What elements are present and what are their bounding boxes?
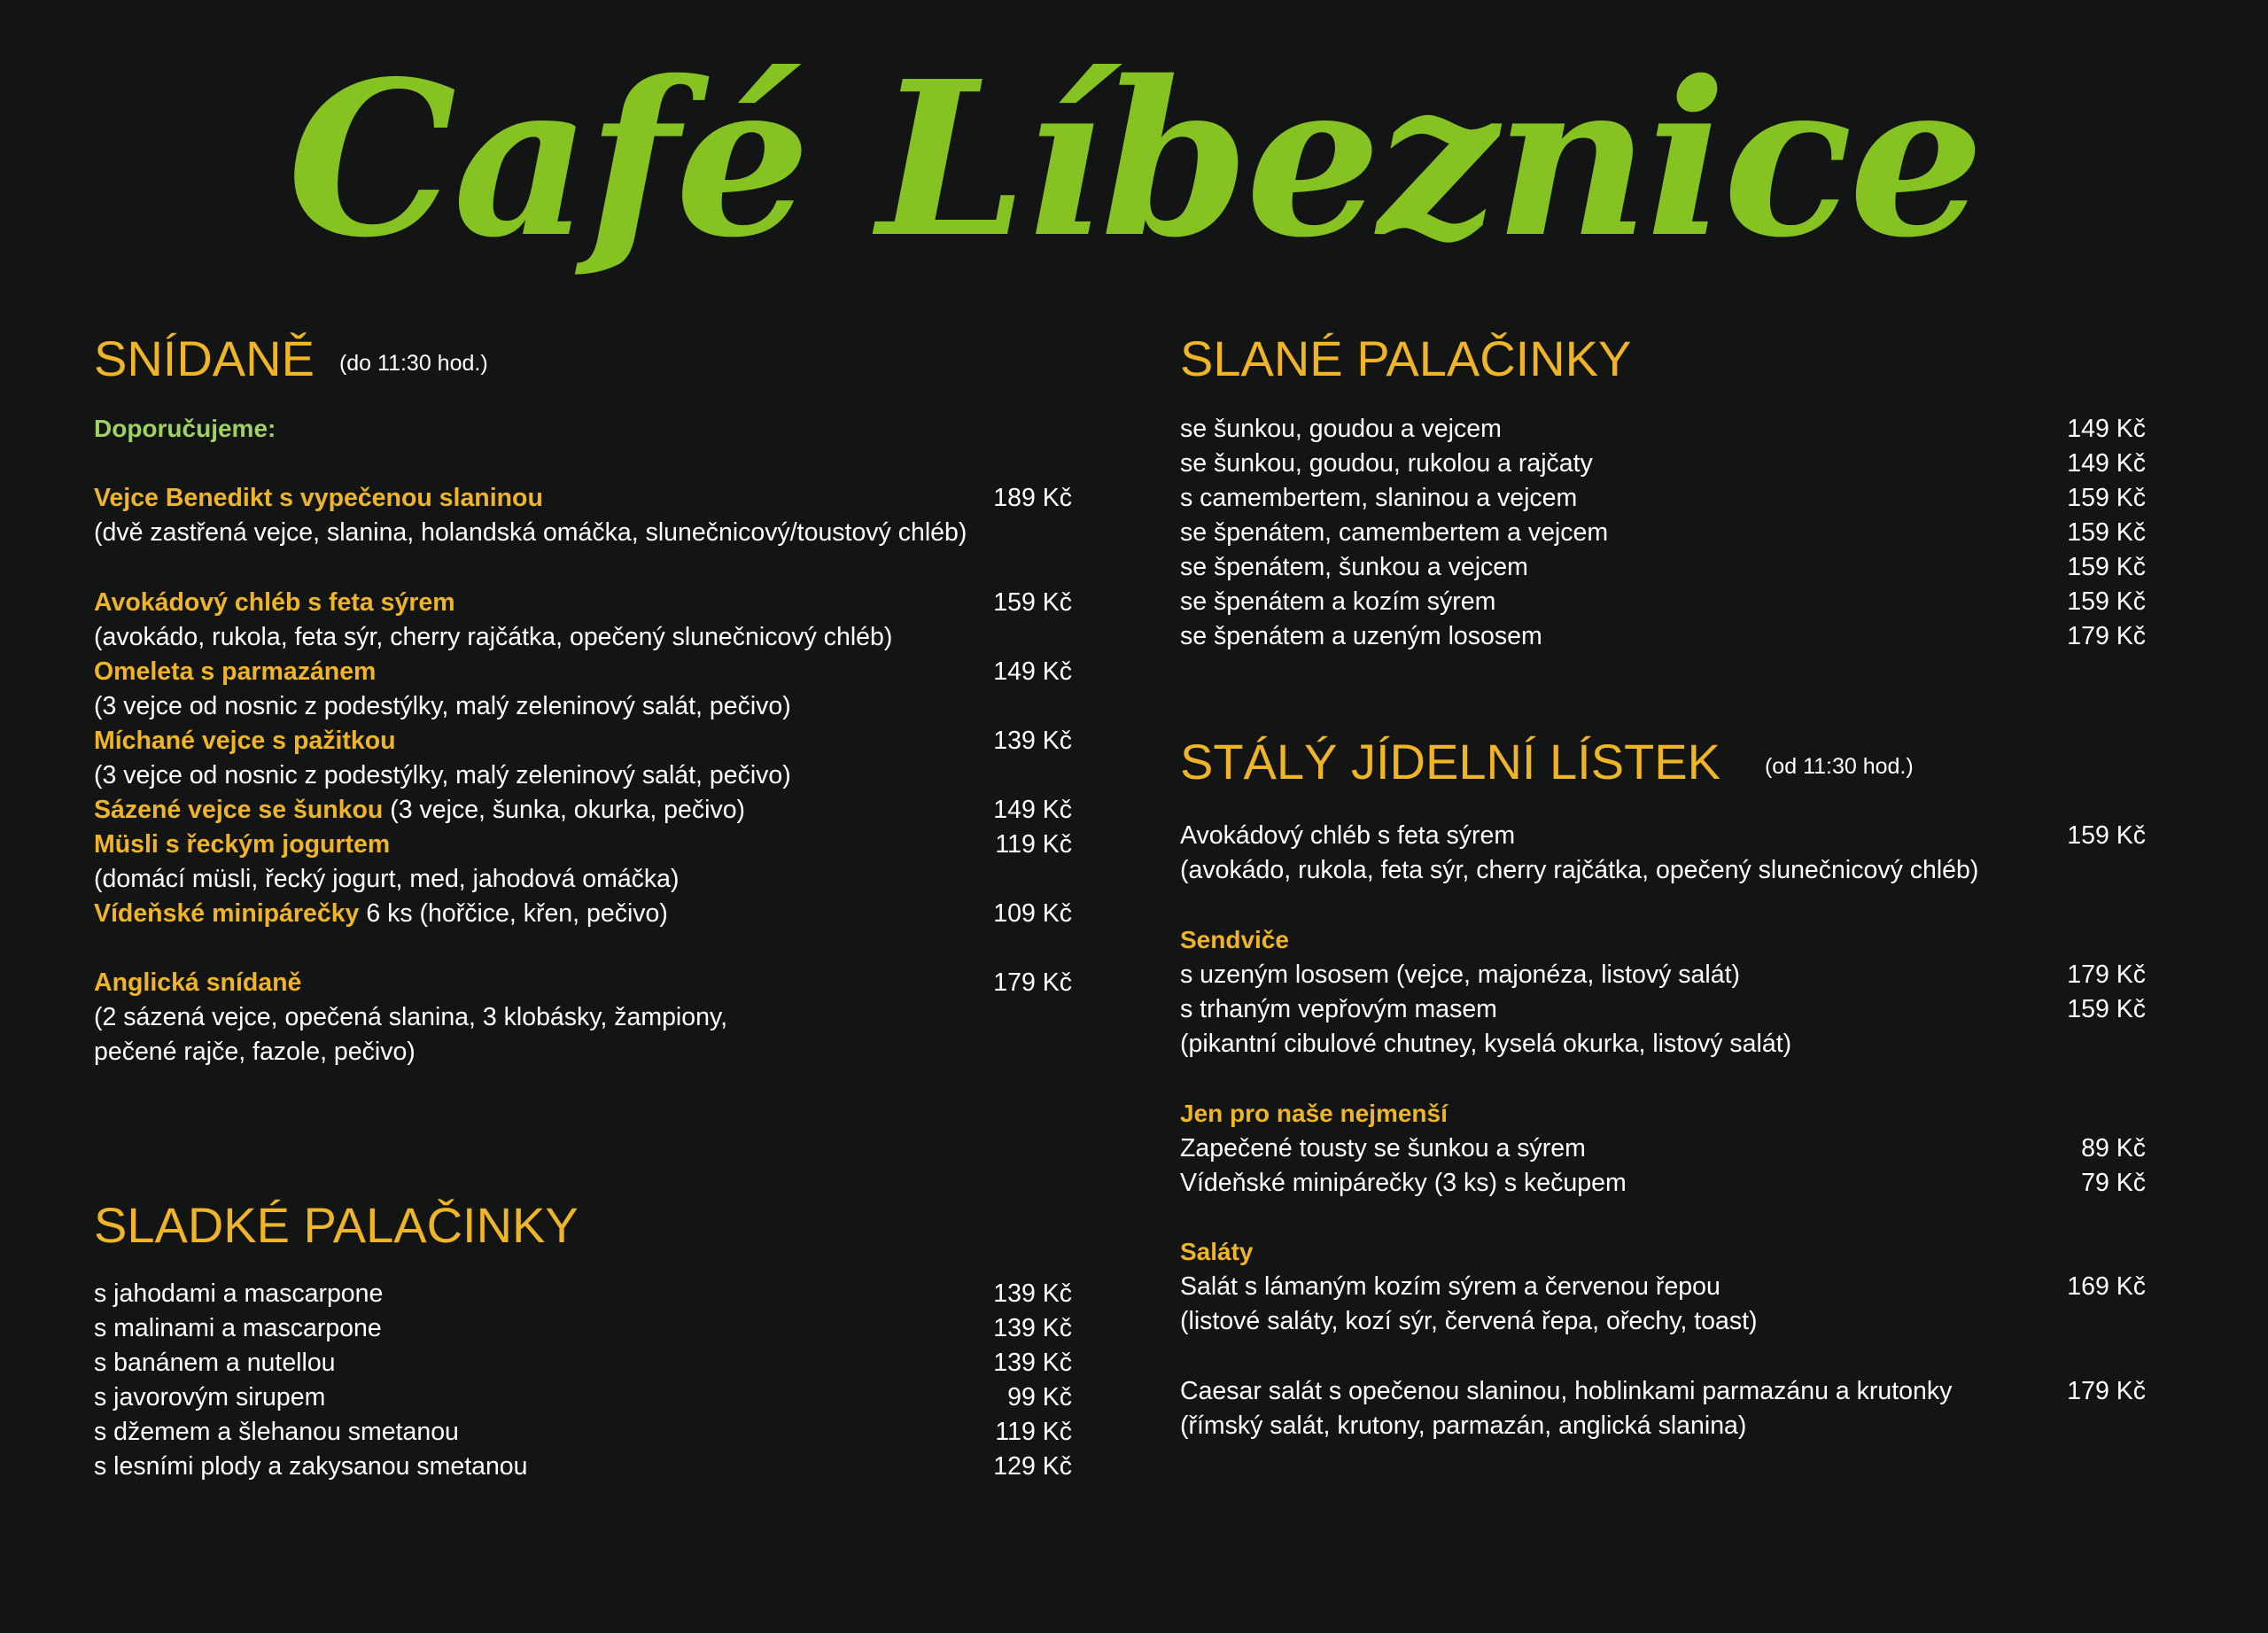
menu-item <box>1180 1374 2146 1409</box>
item-name: Omeleta s parmazánem <box>94 657 377 686</box>
item-name: Vídeňské minipárečky (3 ks) s kečupem <box>1180 1169 1627 1197</box>
section-time-note: (do 11:30 hod.) <box>338 351 488 376</box>
subsection-salaty: Saláty <box>1180 1238 1254 1265</box>
item-name: s jahodami a mascarpone <box>94 1279 384 1308</box>
section-time-note: (od 11:30 hod.) <box>1764 754 1914 779</box>
item-description: (avokádo, rukola, feta sýr, cherry rajčátka, opečený slunečnicový chléb) <box>94 623 893 651</box>
menu-item <box>1180 550 2146 585</box>
subsection-sendvice: Sendviče <box>1180 926 1289 953</box>
menu-item <box>1180 1131 2146 1166</box>
item-name: Zapečené tousty se šunkou a sýrem <box>1180 1134 1586 1163</box>
item-price: 189 Kč <box>993 484 1072 512</box>
menu-item <box>94 1380 1072 1415</box>
menu-item <box>1180 412 2146 447</box>
item-price: 139 Kč <box>993 1279 1072 1308</box>
item-description: (avokádo, rukola, feta sýr, cherry rajčátka, opečený slunečnicový chléb) <box>1180 856 1979 884</box>
item-name: se špenátem, šunkou a vejcem <box>1180 553 1528 581</box>
item-description: (3 vejce od nosnic z podestýlky, malý zeleninový salát, pečivo) <box>94 761 791 789</box>
section-title: SLADKÉ PALAČINKY <box>94 1197 579 1253</box>
menu-item <box>94 481 1072 516</box>
menu-item <box>1180 481 2146 516</box>
subsection-kids: Jen pro naše nejmenší <box>1180 1100 1448 1127</box>
item-price: 159 Kč <box>2067 518 2146 547</box>
section-snidane-heading <box>94 328 488 390</box>
item-name: Caesar salát s opečenou slaninou, hoblinkami parmazánu a krutonky <box>1180 1377 1953 1405</box>
item-name: Müsli s řeckým jogurtem <box>94 830 391 859</box>
item-name: Anglická snídaně <box>94 968 302 997</box>
item-name: se špenátem a kozím sýrem <box>1180 587 1496 616</box>
item-price: 159 Kč <box>2067 995 2146 1023</box>
item-name: Vídeňské minipárečky <box>94 899 360 928</box>
menu-item <box>94 586 1072 620</box>
menu-item <box>94 655 1072 689</box>
item-price: 89 Kč <box>2081 1134 2146 1163</box>
item-name: s lesními plody a zakysanou smetanou <box>94 1452 528 1481</box>
item-description: pečené rajče, fazole, pečivo) <box>94 1038 416 1066</box>
item-price: 179 Kč <box>993 968 1072 997</box>
item-price: 109 Kč <box>993 899 1072 928</box>
item-name: s banánem a nutellou <box>94 1349 336 1377</box>
item-price: 149 Kč <box>2067 449 2146 478</box>
menu-item <box>1180 992 2146 1027</box>
item-description: (domácí müsli, řecký jogurt, med, jahodová omáčka) <box>94 865 680 893</box>
cafe-logo: Café Líbeznice <box>287 35 1981 284</box>
item-name: se špenátem a uzeným lososem <box>1180 622 1542 650</box>
item-name: Avokádový chléb s feta sýrem <box>1180 821 1516 850</box>
item-name: se šunkou, goudou, rukolou a rajčaty <box>1180 449 1593 478</box>
menu-item <box>94 828 1072 862</box>
item-name: se špenátem, camembertem a vejcem <box>1180 518 1609 547</box>
item-price: 169 Kč <box>2067 1272 2146 1301</box>
item-name: s trhaným vepřovým masem <box>1180 995 1497 1023</box>
item-price: 139 Kč <box>993 1349 1072 1377</box>
section-title: STÁLÝ JÍDELNÍ LÍSTEK <box>1180 734 1720 789</box>
item-description: (dvě zastřená vejce, slanina, holandská omáčka, slunečnicový/toustový chléb) <box>94 518 967 547</box>
item-price: 139 Kč <box>993 727 1072 755</box>
menu-item <box>94 793 1072 828</box>
item-price: 139 Kč <box>993 1314 1072 1342</box>
menu-item <box>94 1346 1072 1380</box>
item-price: 149 Kč <box>993 796 1072 824</box>
section-slane-heading <box>1180 328 1631 390</box>
item-price: 149 Kč <box>2067 415 2146 443</box>
menu-item <box>94 1311 1072 1346</box>
item-name: s javorovým sirupem <box>94 1383 326 1411</box>
item-price: 159 Kč <box>993 588 1072 617</box>
item-name: Sázené vejce se šunkou <box>94 796 384 824</box>
item-price: 119 Kč <box>995 1418 1072 1446</box>
item-price: 159 Kč <box>2067 587 2146 616</box>
item-price: 119 Kč <box>995 830 1072 859</box>
item-price: 129 Kč <box>993 1452 1072 1481</box>
item-name: Salát s lámaným kozím sýrem a červenou řepou <box>1180 1272 1720 1301</box>
menu-item <box>94 897 1072 931</box>
recommend-label: Doporučujeme: <box>94 415 276 442</box>
item-price: 179 Kč <box>2067 1377 2146 1405</box>
item-name: se šunkou, goudou a vejcem <box>1180 415 1502 443</box>
item-name: Míchané vejce s pažitkou <box>94 727 396 755</box>
menu-item <box>1180 958 2146 992</box>
menu-item <box>1180 819 2146 853</box>
menu-item <box>1180 585 2146 619</box>
section-title: SNÍDANĚ <box>94 330 315 386</box>
item-price: 179 Kč <box>2067 960 2146 989</box>
menu-item <box>94 1277 1072 1311</box>
item-price: 159 Kč <box>2067 553 2146 581</box>
menu-item <box>1180 1166 2146 1201</box>
item-name: s malinami a mascarpone <box>94 1314 382 1342</box>
item-name: s džemem a šlehanou smetanou <box>94 1418 459 1446</box>
item-price: 149 Kč <box>993 657 1072 686</box>
menu-item <box>94 966 1072 1000</box>
menu-item <box>94 1415 1072 1450</box>
item-description: (3 vejce od nosnic z podestýlky, malý zeleninový salát, pečivo) <box>94 692 791 720</box>
item-extra: 6 ks (hořčice, křen, pečivo) <box>359 899 668 928</box>
item-description: (římský salát, krutony, parmazán, anglická slanina) <box>1180 1411 1747 1440</box>
menu-item <box>1180 1270 2146 1304</box>
menu-item <box>1180 516 2146 550</box>
menu-item <box>94 724 1072 758</box>
item-description: (listové saláty, kozí sýr, červená řepa, ořechy, toast) <box>1180 1307 1758 1335</box>
item-price: 159 Kč <box>2067 821 2146 850</box>
item-name: Avokádový chléb s feta sýrem <box>94 588 455 617</box>
section-staly-heading <box>1180 731 1914 793</box>
menu-item <box>1180 447 2146 481</box>
menu-item <box>94 1450 1072 1484</box>
item-description: (2 sázená vejce, opečená slanina, 3 klobásky, žampiony, <box>94 1003 728 1031</box>
item-description: (pikantní cibulové chutney, kyselá okurka, listový salát) <box>1180 1030 1792 1058</box>
section-title: SLANÉ PALAČINKY <box>1180 330 1632 386</box>
item-name: Vejce Benedikt s vypečenou slaninou <box>94 484 543 512</box>
item-price: 79 Kč <box>2081 1169 2146 1197</box>
item-price: 99 Kč <box>1007 1383 1072 1411</box>
item-extra: (3 vejce, šunka, okurka, pečivo) <box>383 796 746 824</box>
item-name: s uzeným lososem (vejce, majonéza, listový salát) <box>1180 960 1740 989</box>
section-sladke-heading <box>94 1194 579 1256</box>
item-name: s camembertem, slaninou a vejcem <box>1180 484 1578 512</box>
menu-item <box>1180 619 2146 654</box>
item-price: 179 Kč <box>2067 622 2146 650</box>
item-price: 159 Kč <box>2067 484 2146 512</box>
